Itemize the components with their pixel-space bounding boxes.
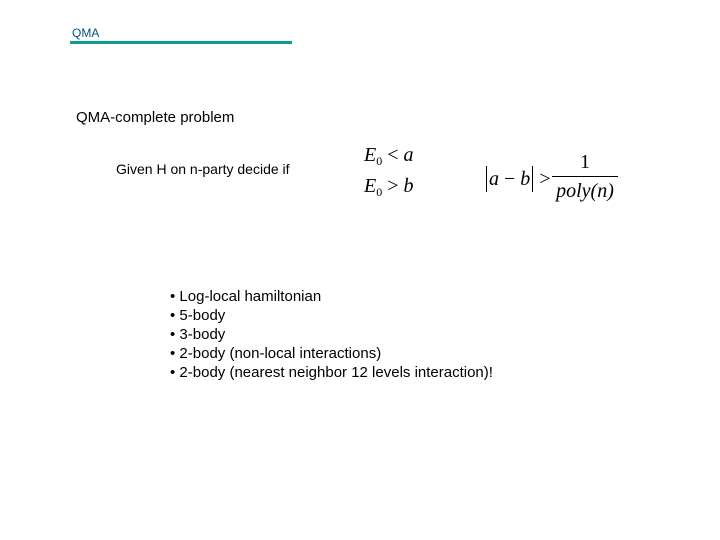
bullet-item: • Log-local hamiltonian <box>170 287 493 306</box>
abs-bar-left <box>486 166 487 192</box>
fraction <box>552 150 618 203</box>
bullet-item: • 2-body (non-local interactions) <box>170 344 493 363</box>
problem-statement: Given H on n-party decide if <box>116 161 290 177</box>
header-divider <box>70 41 292 44</box>
fraction-line <box>552 176 618 177</box>
bullet-item: • 2-body (nearest neighbor 12 levels interaction)! <box>170 363 493 382</box>
bullet-item: • 3-body <box>170 325 493 344</box>
bullet-item: • 5-body <box>170 306 493 325</box>
condition-e0-greater-than-b: $E_0 > b$ <box>364 175 414 199</box>
fraction-denominator: poly(n) <box>556 180 614 202</box>
gap-condition: a − b > 1 poly(n) <box>484 150 624 206</box>
section-title: QMA-complete problem <box>76 109 235 126</box>
slide-header-title: QMA <box>72 26 100 40</box>
condition-e0-less-than-a: $E_0 < a$ <box>364 144 414 168</box>
fraction-numerator: 1 <box>580 151 590 173</box>
bullet-list <box>170 287 493 382</box>
abs-bar-right <box>532 166 533 192</box>
